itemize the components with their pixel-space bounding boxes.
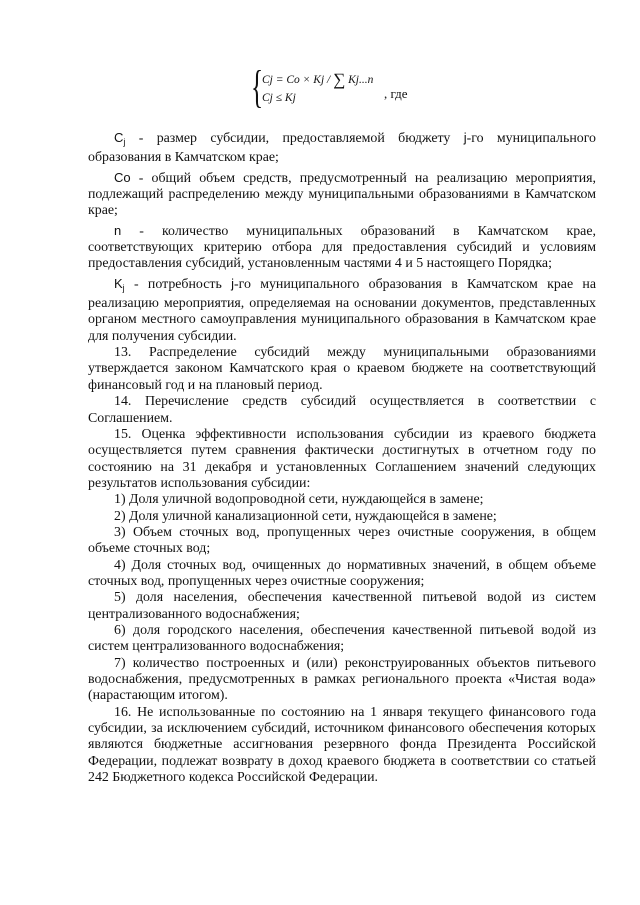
list-item-5: 5) доля населения, обеспечения качественной питьевой водой из систем централизованного водоснабжения; [88,590,596,622]
paragraph-15: 15. Оценка эффективности использования субсидии из краевого бюджета осуществляется путем сравнения фактически достигнутых в отчетном году по состоянию на 31 декабря и установленных Соглашением значений следующих результатов использования субсидии: [88,426,596,491]
list-item-3: 3) Объем сточных вод, пропущенных через очистные сооружения, в общем объеме сточных вод; [88,524,596,557]
definition-co: Co - общий объем средств, предусмотренный на реализацию мероприятия, подлежащий распределению между муниципальными образованиями в Камчатском крае; [88,169,596,219]
j-symbol: j [463,130,467,145]
paragraph-13: 13. Распределение субсидий между муниципальными образованиями утверждается законом Камчатского края о краевом бюджете на соответствующий финансовый год и на плановый период. [88,345,596,393]
formula-line-1: Cj = Co × Kj / ∑ Kj...n [262,70,374,89]
list-item-7: 7) количество построенных и (или) реконструированных объектов питьевого водоснабжения, предусмотренных в рамках регионального проекта «Чистая вода» (нарастающим итогом). [88,655,596,704]
document-body [88,130,596,786]
n-symbol: n [114,222,122,238]
formula-brace: { [251,61,264,112]
formula-line-2: Cj ≤ Kj [262,92,296,104]
kj-subscript: j [122,282,125,293]
list-item-2: 2) Доля уличной канализационной сети, нуждающейся в замене; [114,508,497,524]
cj-subscript: j [123,137,126,147]
distribution-formula [251,61,458,118]
kj-symbol: K [114,275,123,291]
formula-where: , где [384,86,408,101]
paragraph-14: 14. Перечисление средств субсидий осуществляется в соответствии с Соглашением. [88,394,596,426]
list-item-4: 4) Доля сточных вод, очищенных до нормативных значений, в общем объеме сточных вод, пропущенных через очистные сооружения; [88,557,596,589]
definition-kj: $K_j$ - потребность j-го муниципального образования в Камчатском крае на реализацию мероприятия, определяемая на основании документов, представленных органом местного самоуправления муниципального образования в Камчатском крае для получения субсидии. [88,275,596,344]
cj-symbol: C [114,130,124,145]
definition-n: n - количество муниципальных образований в Камчатском крае, соответствующих критерию отбора для предоставления субсидий и условиям предоставления субсидий, установленным частями 4 и 5 настоящего Порядка; [88,222,596,272]
list-item-6: 6) доля городского населения, обеспечения качественной питьевой водой из систем централизованного водоснабжения; [88,622,596,655]
co-symbol: Co [114,169,131,185]
list-item-1: 1) Доля уличной водопроводной сети, нуждающейся в замене; [114,492,484,508]
paragraph-16: 16. Не использованные по состоянию на 1 января текущего финансового года субсидии, за исключением субсидий, источником финансового обеспечения которых являются бюджетные ассигнования резервного фонда Президента Российской Федерации, подлежат возврату в доход краевого бюджета в соответствии со статьей 242 Бюджетного кодекса Российской Федерации. [88,704,596,786]
definition-cj: $C_j$ - размер субсидии, предоставляемой бюджету j-го муниципального образования в Камчатском крае; [88,130,597,166]
j-symbol: j [231,275,234,291]
sum-symbol: ∑ [333,70,346,89]
